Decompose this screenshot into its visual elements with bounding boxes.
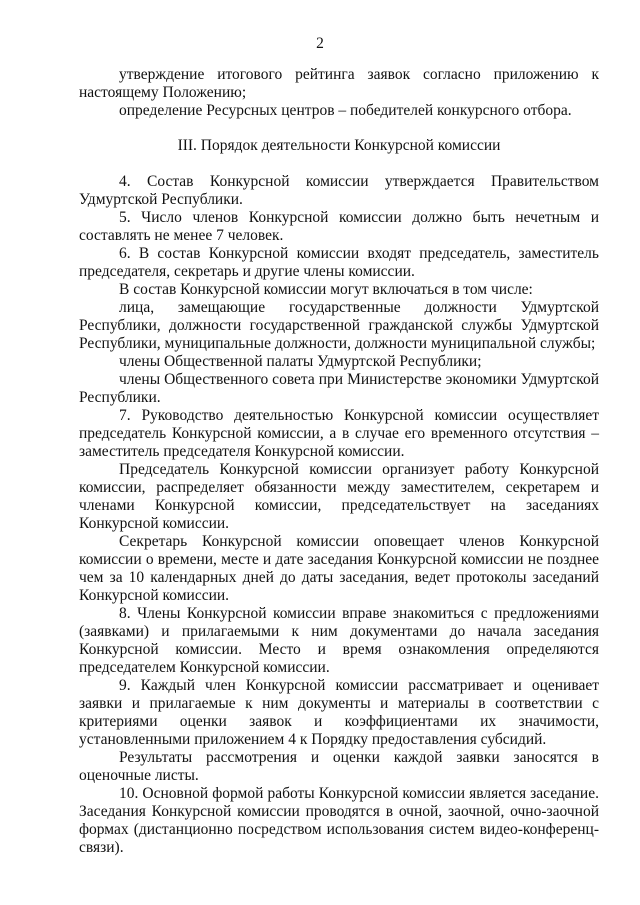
paragraph-6-composition: В состав Конкурсной комиссии могут включаться в том числе: [119,281,533,298]
intro-paragraph-2: определение Ресурсных центров – победителей конкурсного отбора. [119,102,572,119]
paragraph-6-public-council: члены Общественного совета при Министерстве экономики Удмуртской Республики. [79,371,599,406]
paragraph-8: 8. Члены Конкурсной комиссии вправе знакомиться с предложениями (заявками) и прилагаемыми к ним документами до начала заседания Конкурсной комиссии. Место и время ознакомления определяются председателем Конкурсной комиссии. [79,605,599,676]
paragraph-7-secretary: Секретарь Конкурсной комиссии оповещает членов Конкурсной комиссии о времени, месте и дате заседания Конкурсной комиссии не позднее чем за 10 календарных дней до даты заседания, ведет протоколы заседаний Конкурсной комиссии. [79,533,599,604]
paragraph-10: 10. Основной формой работы Конкурсной комиссии является заседание. Заседания Конкурсной комиссии проводятся в очной, заочной, очно-заочной формах (дистанционно посредством использования систем видео-конференц-связи). [79,785,599,856]
page-number: 2 [316,35,324,52]
paragraph-7: 7. Руководство деятельностью Конкурсной комиссии осуществляет председатель Конкурсной комиссии, а в случае его временного отсутствия – заместитель председателя Конкурсной комиссии. [79,407,599,460]
paragraph-5: 5. Число членов Конкурсной комиссии должно быть нечетным и составлять не менее 7 человек. [79,209,599,244]
paragraph-6-officials: лица, замещающие государственные должности Удмуртской Республики, должности государственной гражданской службы Удмуртской Республики, муниципальные должности, должности муниципальной службы; [79,299,599,352]
document-body [79,66,599,857]
paragraph-6-public-chamber: члены Общественной палаты Удмуртской Республики; [119,353,482,370]
section-title: III. Порядок деятельности Конкурсной комиссии [177,137,501,154]
paragraph-9: 9. Каждый член Конкурсной комиссии рассматривает и оценивает заявки и прилагаемые к ним документы и материалы в соответствии с критериями оценки заявок и коэффициентами их значимости, установленными приложением 4 к Порядку предоставления субсидий. [79,677,599,748]
paragraph-7-chair: Председатель Конкурсной комиссии организует работу Конкурсной комиссии, распределяет обязанности между заместителем, секретарем и членами Конкурсной комиссии, председательствует на заседаниях Конкурсной комиссии. [79,461,599,532]
paragraph-6: 6. В состав Конкурсной комиссии входят председатель, заместитель председателя, секретарь и другие члены комиссии. [79,245,599,280]
intro-paragraph-1: утверждение итогового рейтинга заявок согласно приложению к настоящему Положению; [79,66,599,101]
paragraph-9-results: Результаты рассмотрения и оценки каждой заявки заносятся в оценочные листы. [79,749,599,784]
paragraph-4: 4. Состав Конкурсной комиссии утверждается Правительством Удмуртской Республики. [79,173,599,208]
